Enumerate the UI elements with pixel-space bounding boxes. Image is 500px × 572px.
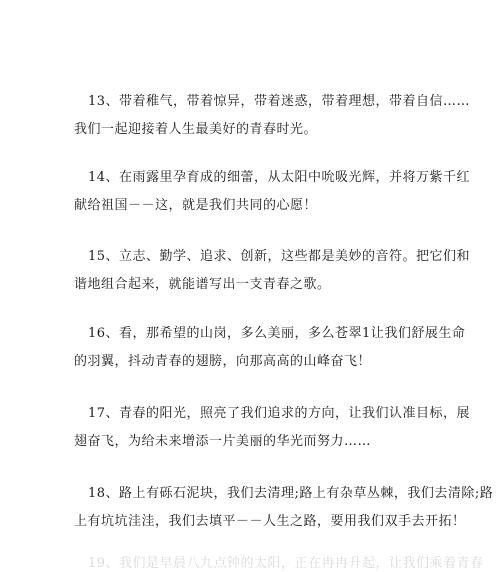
paragraph-line: 献给祖国－－这，就是我们共同的心愿！ [74,198,318,213]
paragraph-16 [74,326,466,370]
paragraph-line: 17、青春的阳光，照亮了我们追求的方向，让我们认准目标，展 [88,406,471,421]
paragraph-17 [74,406,471,450]
paragraph-line: 16、看，那希望的山岗，多么美丽，多么苍翠1让我们舒展生命 [88,326,466,341]
paragraph-line: 我们一起迎接着人生最美好的青春时光。 [74,122,318,137]
paragraph-line: 上有坑坑洼洼，我们去填平－－人生之路，要用我们双手去开拓！ [74,514,466,529]
paragraph-line: 14、在雨露里孕育成的细蕾，从太阳中吮吸光辉，并将万紫千红 [88,170,471,185]
paragraph-14 [74,170,471,214]
paragraph-line: 15、立志、勤学、追求、创新，这些都是美妙的音符。把它们和 [88,249,471,264]
paragraph-line: 的羽翼，抖动青春的翅膀，向那高高的山峰奋飞！ [74,354,372,369]
faint-next-paragraph: 19、我们是早晨八九点钟的太阳，正在冉冉升起，让我们乘着青春 [88,556,484,571]
paragraph-15 [74,249,471,293]
paragraph-18 [74,486,494,530]
paragraph-line: 谐地组合起来，就能谱写出一支青春之歌。 [74,277,331,292]
paragraph-line: 翅奋飞，为给未来增添一片美丽的华光而努力…… [74,434,372,449]
paragraph-line: 18、路上有砾石泥块，我们去清理;路上有杂草丛棘，我们去清除;路 [88,486,494,501]
paragraph-13 [74,94,471,138]
paragraph-line: 13、带着稚气，带着惊异，带着迷惑，带着理想，带着自信…… [88,94,471,109]
